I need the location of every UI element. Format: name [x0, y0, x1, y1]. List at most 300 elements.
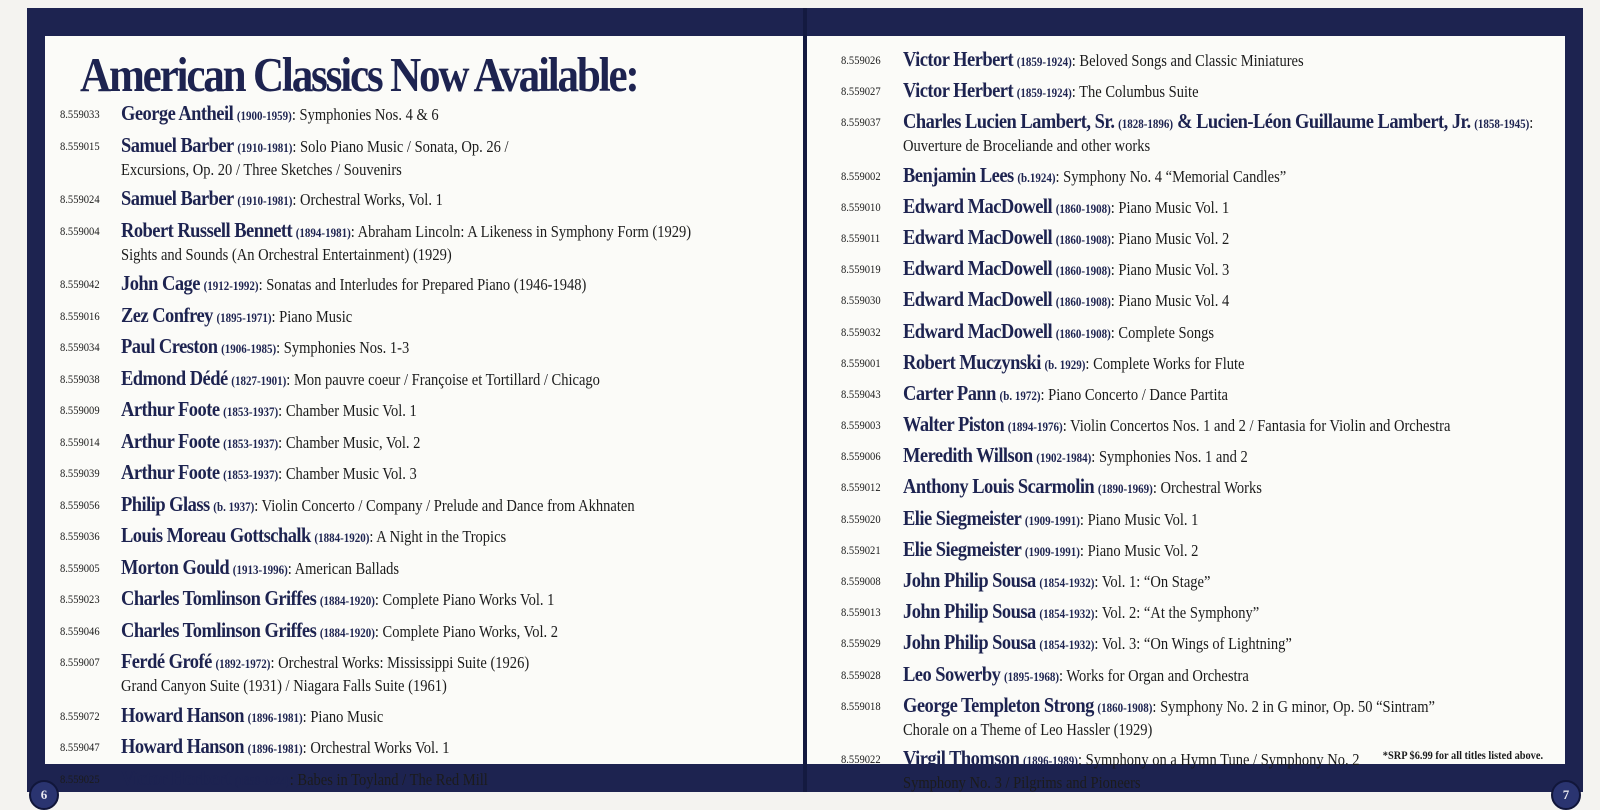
entry-description	[903, 631, 1570, 656]
work-title: : Vol. 3: “On Wings of Lightning”	[1094, 634, 1292, 654]
entry-line	[121, 735, 788, 760]
composer-dates: (b. 1972)	[999, 388, 1041, 403]
catalog-entry	[807, 569, 1565, 594]
composer-dates: (1854-1932)	[1039, 638, 1095, 653]
entry-line	[903, 413, 1570, 438]
entry-description	[903, 569, 1570, 594]
catalog-number: 8.559034	[60, 340, 100, 354]
catalog-number: 8.559030	[841, 293, 881, 308]
catalog-entry	[807, 663, 1565, 688]
entry-line	[903, 48, 1570, 73]
entry-line	[121, 304, 788, 329]
catalog-entry	[45, 619, 803, 644]
composer-dates: (1896-1981)	[247, 742, 303, 756]
catalog-entry	[45, 335, 803, 360]
work-title: : Piano Music Vol. 1	[1110, 197, 1230, 217]
page-number-right: 7	[1551, 780, 1581, 810]
entry-line	[903, 288, 1570, 313]
composer-dates: (1913-1996)	[232, 562, 288, 577]
composer-name: Arthur Foote	[121, 397, 220, 421]
entry-line	[121, 461, 788, 486]
entry-description	[121, 556, 788, 581]
catalog-entry	[807, 382, 1565, 407]
catalog-number: 8.559006	[841, 449, 881, 464]
entry-description	[903, 226, 1570, 251]
composer-name: Zez Confrey	[121, 302, 213, 327]
catalog-number: 8.559008	[841, 574, 881, 588]
work-title: : Babes in Toyland / The Red Mill	[289, 769, 488, 789]
entry-description	[121, 430, 788, 455]
second-composer-dates: (1858-1945)	[1474, 117, 1530, 132]
work-title: : Solo Piano Music / Sonata, Op. 26 /	[292, 136, 509, 156]
entry-description	[903, 507, 1570, 532]
composer-dates: (1896-1981)	[247, 710, 303, 725]
catalog-entry	[807, 600, 1565, 625]
entry-line	[903, 382, 1570, 407]
catalog-number: 8.559013	[841, 605, 881, 620]
entry-line	[121, 272, 788, 297]
composer-name: Elie Siegmeister	[903, 536, 1022, 561]
work-title: : Piano Music	[271, 306, 353, 326]
work-title: : Violin Concertos Nos. 1 and 2 / Fantasia for Violin and Orchestra	[1062, 416, 1451, 436]
catalog-number: 8.559024	[60, 192, 100, 206]
catalog-number: 8.559039	[60, 466, 100, 480]
work-title: : Complete Works for Flute	[1085, 353, 1245, 373]
composer-name: Howard Hanson	[121, 702, 245, 727]
entry-description	[903, 288, 1570, 313]
catalog-entry	[45, 430, 803, 455]
page-number-left: 6	[29, 780, 59, 810]
composer-name: Edward MacDowell	[903, 287, 1053, 312]
entry-description	[121, 367, 788, 392]
catalog-number: 8.559026	[841, 53, 881, 67]
entry-line	[121, 524, 788, 549]
work-title: : Complete Piano Works Vol. 1	[374, 590, 555, 609]
second-composer-name: & Lucien-Léon Guillaume Lambert, Jr.	[1173, 109, 1471, 134]
work-title-continued: Grand Canyon Suite (1931) / Niagara Falls Suite (1961)	[121, 676, 447, 695]
catalog-entry	[807, 538, 1565, 563]
composer-name: Edmond Dédé	[121, 365, 228, 390]
entry-description	[121, 219, 788, 266]
entry-line	[903, 475, 1570, 500]
catalog-entry	[45, 367, 803, 392]
work-title: : Orchestral Works, Vol. 1	[292, 190, 443, 209]
entry-line	[121, 619, 788, 644]
work-title: : Works for Organ and Orchestra	[1059, 665, 1249, 685]
catalog-number: 8.559007	[60, 655, 100, 669]
left-page	[27, 8, 803, 802]
right-catalog-list	[807, 48, 1565, 800]
entry-description	[121, 493, 788, 518]
catalog-number: 8.559012	[841, 480, 881, 495]
catalog-number: 8.559037	[841, 115, 881, 130]
entry-description	[903, 413, 1570, 438]
work-title: : Complete Piano Works, Vol. 2	[374, 621, 559, 641]
entry-description	[903, 79, 1570, 104]
composer-name: Philip Glass	[121, 491, 210, 516]
entry-description	[121, 704, 788, 729]
catalog-entry	[45, 556, 803, 581]
composer-name: John Cage	[121, 271, 200, 295]
work-title: : Orchestral Works	[1152, 478, 1262, 498]
work-title-continued: Chorale on a Theme of Leo Hassler (1929)	[903, 719, 1153, 739]
work-title: : Beloved Songs and Classic Miniatures	[1071, 51, 1304, 70]
composer-name: Samuel Barber	[121, 186, 234, 210]
work-title-continued: Sights and Sounds (An Orchestral Entertainment) (1929)	[121, 244, 452, 264]
catalog-entry	[45, 134, 803, 181]
composer-name: Samuel Barber	[121, 132, 234, 157]
catalog-number: 8.559023	[60, 592, 100, 606]
entry-line	[121, 767, 788, 792]
entry-description	[903, 538, 1570, 563]
catalog-entry	[45, 767, 803, 792]
entry-line	[121, 102, 788, 127]
catalog-entry	[807, 195, 1565, 220]
entry-description	[121, 335, 788, 360]
catalog-number: 8.559047	[60, 740, 100, 754]
catalog-number: 8.559016	[60, 308, 100, 323]
catalog-entry	[45, 704, 803, 729]
catalog-entry	[45, 461, 803, 486]
composer-name: Benjamin Lees	[903, 162, 1014, 187]
entry-line	[903, 569, 1570, 594]
composer-dates: (1860-1908)	[1097, 700, 1153, 715]
catalog-entry	[45, 187, 803, 212]
catalog-number: 8.559001	[841, 355, 881, 370]
catalog-number: 8.559003	[841, 418, 881, 433]
composer-dates: (1910-1981)	[237, 194, 293, 208]
entry-line	[121, 187, 788, 212]
composer-dates: (1859-1924)	[1016, 55, 1072, 69]
entry-line	[903, 538, 1570, 563]
work-title: : Vol. 2: “At the Symphony”	[1094, 603, 1260, 623]
work-title: : Symphony No. 4 “Memorial Candles”	[1055, 166, 1287, 186]
composer-name: Anthony Louis Scarmolin	[903, 474, 1095, 499]
composer-name: Robert Russell Bennett	[121, 217, 293, 242]
composer-dates: (1884-1920)	[314, 531, 370, 545]
entry-line	[121, 587, 788, 612]
work-title: : Mon pauvre coeur / Françoise et Tortillard / Chicago	[286, 369, 600, 389]
work-title: :	[1529, 113, 1534, 133]
entry-line	[121, 704, 788, 729]
catalog-number: 8.559019	[841, 262, 881, 277]
entry-description	[121, 102, 788, 127]
catalog-number: 8.559056	[60, 497, 100, 512]
entry-line	[903, 226, 1570, 251]
composer-dates: (1853-1937)	[223, 468, 279, 482]
work-title-continued: Symphony No. 3 / Pilgrims and Pioneers	[903, 772, 1141, 792]
catalog-number: 8.559015	[60, 138, 100, 153]
entry-line	[903, 110, 1570, 135]
entry-line	[903, 507, 1570, 532]
catalog-entry	[45, 587, 803, 612]
catalog-number: 8.559029	[841, 636, 881, 651]
catalog-entry	[45, 398, 803, 423]
composer-name: Edward MacDowell	[903, 318, 1053, 343]
composer-name: Leo Sowerby	[903, 661, 1001, 686]
composer-dates: (1895-1968)	[1004, 669, 1060, 684]
entry-description	[903, 257, 1570, 282]
composer-name: Walter Piston	[903, 412, 1005, 437]
catalog-entry	[807, 320, 1565, 345]
entry-description	[903, 195, 1570, 220]
work-title: : The Columbus Suite	[1071, 82, 1199, 102]
entry-description	[903, 351, 1570, 376]
composer-name: Edward MacDowell	[903, 256, 1053, 281]
composer-dates: (1859-1924)	[234, 773, 290, 788]
entry-description	[903, 382, 1570, 407]
work-title: : Piano Music Vol. 2	[1079, 540, 1199, 560]
catalog-number: 8.559010	[841, 199, 881, 214]
work-title: : Violin Concerto / Company / Prelude and Dance from Akhnaten	[254, 495, 635, 515]
left-catalog-list	[45, 102, 803, 798]
composer-name: Charles Lucien Lambert, Sr.	[903, 109, 1115, 134]
work-title: : Piano Music Vol. 4	[1110, 291, 1230, 311]
entry-line	[121, 493, 788, 518]
catalog-entry	[807, 164, 1565, 189]
composer-name: Arthur Foote	[121, 460, 220, 484]
composer-dates: (b.1924)	[1017, 170, 1056, 185]
composer-name: Robert Muczynski	[903, 349, 1041, 374]
entry-description	[903, 475, 1570, 500]
work-title: : Orchestral Works: Mississippi Suite (1926)	[270, 653, 530, 672]
entry-description	[121, 398, 788, 423]
work-title: : Symphonies Nos. 4 & 6	[291, 105, 439, 124]
composer-name: Charles Tomlinson Griffes	[121, 617, 317, 642]
entry-line	[121, 398, 788, 423]
composer-dates: (1892-1972)	[215, 657, 271, 671]
entry-description	[121, 735, 788, 760]
composer-name: Elie Siegmeister	[903, 505, 1022, 530]
composer-name: George Templeton Strong	[903, 692, 1094, 717]
composer-name: John Philip Sousa	[903, 568, 1036, 592]
catalog-entry	[45, 102, 803, 127]
entry-line	[903, 164, 1570, 189]
page-title: American Classics Now Available:	[80, 47, 638, 102]
composer-dates: (1860-1908)	[1055, 295, 1111, 310]
catalog-entry	[45, 524, 803, 549]
catalog-entry	[807, 288, 1565, 313]
composer-name: Edward MacDowell	[903, 224, 1053, 249]
composer-dates: (1894-1981)	[295, 225, 351, 240]
left-page-paper	[45, 36, 803, 790]
work-title-continued: Excursions, Op. 20 / Three Sketches / Souvenirs	[121, 159, 402, 179]
entry-line	[121, 219, 788, 244]
catalog-entry	[807, 694, 1565, 741]
composer-dates: (b. 1937)	[213, 499, 255, 514]
entry-description	[903, 110, 1570, 157]
composer-name: Ferdé Grofé	[121, 649, 212, 673]
entry-description	[121, 304, 788, 329]
entry-description	[903, 444, 1570, 469]
work-title: : Orchestral Works Vol. 1	[302, 738, 450, 757]
catalog-entry	[45, 304, 803, 329]
work-title: : Complete Songs	[1110, 322, 1215, 342]
composer-dates: (1900-1959)	[236, 109, 292, 123]
work-title: : Chamber Music Vol. 3	[278, 464, 417, 483]
entry-description	[903, 663, 1570, 688]
catalog-entry	[807, 413, 1565, 438]
entry-line	[121, 430, 788, 455]
work-title: : Chamber Music, Vol. 2	[278, 432, 421, 452]
work-title: : A Night in the Tropics	[369, 527, 507, 546]
right-page-paper	[807, 36, 1565, 792]
composer-dates: (1910-1981)	[237, 140, 293, 155]
catalog-number: 8.559038	[60, 371, 100, 386]
entry-description	[903, 320, 1570, 345]
composer-name: George Antheil	[121, 101, 234, 125]
work-title: : Chamber Music Vol. 1	[278, 401, 417, 420]
catalog-number: 8.559042	[60, 277, 100, 291]
entry-line	[903, 600, 1570, 625]
catalog-number: 8.559043	[841, 386, 881, 401]
catalog-number: 8.559028	[841, 667, 881, 682]
entry-line	[903, 444, 1570, 469]
catalog-number: 8.559018	[841, 698, 881, 713]
catalog-entry	[807, 257, 1565, 282]
catalog-entry	[807, 110, 1565, 157]
composer-name: Howard Hanson	[121, 734, 245, 758]
catalog-number: 8.559011	[841, 230, 881, 245]
entry-description	[903, 164, 1570, 189]
work-title: : Piano Concerto / Dance Partita	[1040, 384, 1228, 404]
composer-dates: (b. 1929)	[1044, 357, 1086, 372]
composer-dates: (1853-1937)	[223, 436, 279, 451]
catalog-number: 8.559033	[60, 107, 100, 121]
composer-dates: (1890-1969)	[1097, 482, 1153, 497]
work-title-continued: Ouverture de Broceliande and other works	[903, 136, 1151, 156]
composer-dates: (1896-1989)	[1022, 753, 1078, 768]
composer-dates: (1860-1908)	[1055, 201, 1111, 216]
composer-name: Carter Pann	[903, 380, 996, 405]
composer-dates: (1828-1896)	[1118, 117, 1174, 132]
composer-dates: (1860-1908)	[1055, 264, 1111, 279]
catalog-number: 8.559046	[60, 623, 100, 638]
catalog-entry	[45, 735, 803, 760]
entry-line	[903, 79, 1570, 104]
entry-description	[903, 694, 1570, 741]
composer-dates: (1853-1937)	[223, 405, 279, 419]
catalog-entry	[807, 226, 1565, 251]
entry-line	[903, 663, 1570, 688]
catalog-entry	[807, 507, 1565, 532]
composer-name: Virgil Thomson	[903, 745, 1020, 770]
work-title: : Piano Music Vol. 3	[1110, 260, 1230, 280]
work-title: : Symphonies Nos. 1-3	[276, 338, 410, 357]
entry-line	[903, 351, 1570, 376]
catalog-number: 8.559021	[841, 542, 881, 557]
work-title: : Symphony on a Hymn Tune / Symphony No. 2	[1077, 749, 1360, 769]
entry-description	[121, 767, 788, 792]
entry-line	[121, 335, 788, 360]
catalog-entry	[807, 48, 1565, 73]
work-title: : Symphonies Nos. 1 and 2	[1091, 447, 1248, 467]
composer-dates: (1884-1920)	[319, 625, 375, 640]
composer-dates: (1884-1920)	[319, 594, 375, 608]
catalog-entry	[807, 444, 1565, 469]
catalog-entry	[45, 219, 803, 266]
entry-description	[121, 524, 788, 549]
entry-line	[121, 556, 788, 581]
composer-dates: (1909-1991)	[1024, 544, 1080, 559]
entry-line	[903, 694, 1570, 719]
entry-line	[903, 257, 1570, 282]
catalog-number: 8.559025	[60, 771, 100, 786]
work-title: : Symphony No. 2 in G minor, Op. 50 “Sintram”	[1152, 696, 1435, 716]
composer-dates: (1902-1984)	[1036, 451, 1092, 466]
catalog-entry	[807, 79, 1565, 104]
work-title: : Piano Music Vol. 1	[1079, 509, 1199, 529]
composer-name: John Philip Sousa	[903, 599, 1036, 624]
composer-name: Victor Herbert	[903, 78, 1014, 103]
entry-description	[121, 587, 788, 612]
entry-description	[903, 600, 1570, 625]
composer-name: Victor Herbert	[121, 765, 232, 790]
composer-name: Edward MacDowell	[903, 193, 1053, 218]
composer-name: Charles Tomlinson Griffes	[121, 586, 317, 610]
composer-name: Victor Herbert	[903, 47, 1014, 71]
entry-description	[121, 461, 788, 486]
catalog-entry	[807, 475, 1565, 500]
catalog-number: 8.559014	[60, 434, 100, 449]
entry-line	[903, 631, 1570, 656]
catalog-number: 8.559009	[60, 403, 100, 417]
composer-dates: (1895-1971)	[216, 310, 272, 325]
composer-dates: (1906-1985)	[221, 342, 277, 356]
entry-line	[903, 320, 1570, 345]
composer-dates: (1827-1901)	[231, 373, 287, 388]
entry-description	[121, 272, 788, 297]
composer-dates: (1854-1932)	[1039, 576, 1095, 590]
work-title: : Piano Music Vol. 2	[1110, 228, 1230, 248]
composer-dates: (1854-1932)	[1039, 607, 1095, 622]
price-footnote: *SRP $6.99 for all titles listed above.	[1382, 750, 1543, 762]
entry-description	[121, 650, 788, 697]
catalog-number: 8.559022	[841, 751, 881, 766]
catalog-number: 8.559005	[60, 560, 100, 575]
composer-dates: (1912-1992)	[203, 279, 259, 293]
catalog-entry	[807, 631, 1565, 656]
work-title: : Vol. 1: “On Stage”	[1094, 572, 1211, 591]
entry-description	[903, 48, 1570, 73]
composer-dates: (1860-1908)	[1055, 232, 1111, 247]
composer-name: Arthur Foote	[121, 428, 220, 453]
composer-dates: (1909-1991)	[1024, 513, 1080, 528]
work-title: : Sonatas and Interludes for Prepared Piano (1946-1948)	[258, 275, 587, 294]
composer-name: Meredith Willson	[903, 443, 1033, 468]
catalog-number: 8.559020	[841, 511, 881, 526]
catalog-entry	[45, 650, 803, 697]
catalog-number: 8.559036	[60, 529, 100, 543]
composer-name: Paul Creston	[121, 334, 218, 358]
right-page	[807, 8, 1583, 802]
entry-line	[903, 195, 1570, 220]
catalog-number: 8.559032	[841, 324, 881, 339]
catalog-entry	[45, 493, 803, 518]
entry-description	[121, 134, 788, 181]
catalog-number: 8.559004	[60, 223, 100, 238]
entry-line	[121, 367, 788, 392]
catalog-entry	[807, 351, 1565, 376]
work-title: : American Ballads	[287, 558, 400, 578]
composer-name: Morton Gould	[121, 554, 230, 579]
entry-description	[121, 187, 788, 212]
composer-dates: (1860-1908)	[1055, 326, 1111, 341]
work-title: : Piano Music	[302, 706, 384, 726]
composer-name: John Philip Sousa	[903, 630, 1036, 655]
catalog-number: 8.559072	[60, 708, 100, 723]
entry-description	[121, 619, 788, 644]
